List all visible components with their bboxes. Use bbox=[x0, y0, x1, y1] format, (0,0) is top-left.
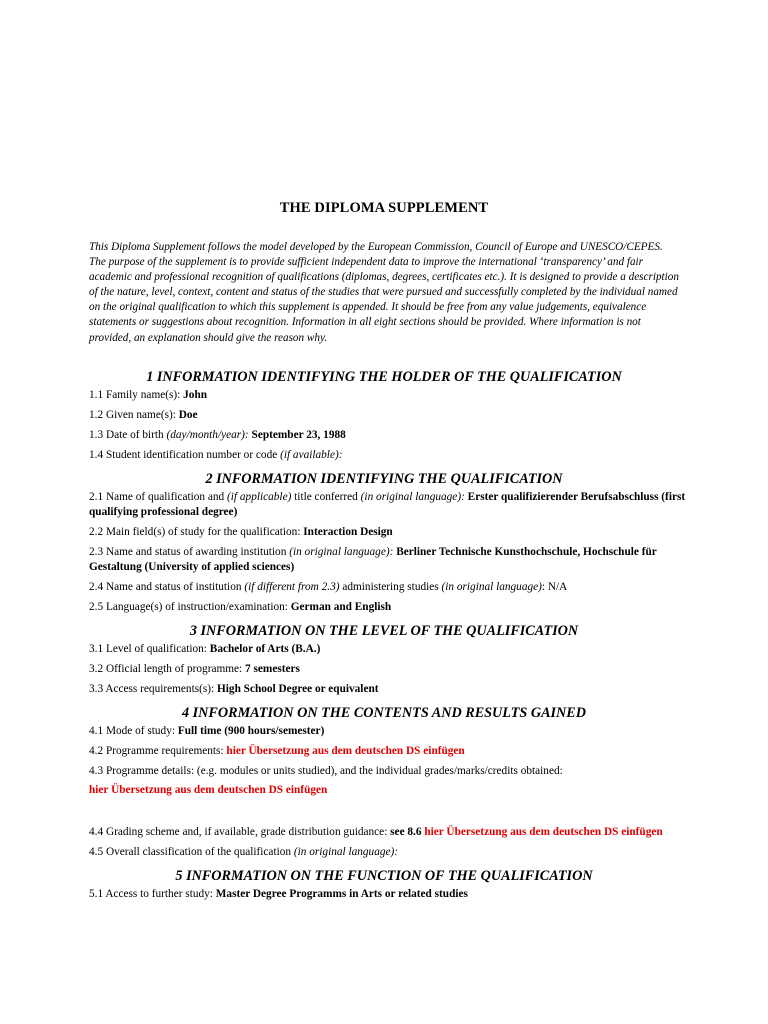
value: John bbox=[183, 389, 208, 401]
item-4-1 bbox=[89, 724, 689, 739]
item-4-5 bbox=[89, 845, 689, 860]
item-1-1 bbox=[89, 388, 689, 403]
label: 1.1 Family name(s): bbox=[89, 389, 184, 401]
value: 7 semesters bbox=[245, 663, 300, 675]
hint: (if available): bbox=[280, 449, 343, 461]
value: see 8.6 bbox=[390, 826, 425, 838]
label: 1.3 Date of birth bbox=[89, 429, 167, 441]
label: 2.4 Name and status of institution bbox=[89, 581, 245, 593]
label: 2.3 Name and status of awarding institution bbox=[89, 546, 290, 558]
hint: (day/month/year): bbox=[166, 429, 249, 441]
item-3-3 bbox=[89, 682, 689, 697]
item-3-1 bbox=[89, 642, 689, 657]
value: Doe bbox=[178, 409, 198, 421]
item-2-3 bbox=[89, 545, 689, 575]
label: title conferred bbox=[291, 491, 361, 503]
section-2-heading: 2 INFORMATION IDENTIFYING THE QUALIFICATION bbox=[205, 471, 563, 487]
label: 3.2 Official length of programme: bbox=[89, 663, 246, 675]
value: : N/A bbox=[541, 581, 568, 593]
section-4-heading: 4 INFORMATION ON THE CONTENTS AND RESULTS GAINED bbox=[181, 705, 587, 721]
item-2-2 bbox=[89, 525, 689, 540]
label: 2.5 Language(s) of instruction/examination: bbox=[89, 601, 291, 613]
hint: (in original language): bbox=[293, 846, 399, 858]
hint: (in original language): bbox=[289, 546, 394, 558]
item-1-4 bbox=[89, 448, 689, 463]
item-2-5 bbox=[89, 600, 689, 615]
item-4-4 bbox=[89, 825, 689, 840]
label: 4.4 Grading scheme and, if available, grade distribution guidance: bbox=[89, 826, 391, 838]
placeholder-value: hier Übersetzung aus dem deutschen DS einfügen bbox=[424, 826, 663, 838]
label: 1.4 Student identification number or code bbox=[89, 449, 281, 461]
document-title: THE DIPLOMA SUPPLEMENT bbox=[279, 200, 489, 216]
label: 3.3 Access requirements(s): bbox=[89, 683, 217, 695]
item-1-2 bbox=[89, 408, 689, 423]
value: High School Degree or equivalent bbox=[217, 683, 379, 695]
item-4-3-placeholder: hier Übersetzung aus dem deutschen DS einfügen bbox=[89, 784, 328, 796]
item-1-3 bbox=[89, 428, 689, 443]
item-2-1 bbox=[89, 490, 689, 520]
label: 4.3 Programme details: (e.g. modules or units studied), and the individual grades/marks/credits obtained: bbox=[89, 765, 563, 777]
hint: (if applicable) bbox=[227, 491, 292, 503]
item-4-2 bbox=[89, 744, 689, 759]
hint: (in original language): bbox=[360, 491, 465, 503]
label: 4.2 Programme requirements: bbox=[89, 745, 227, 757]
section-3-heading: 3 INFORMATION ON THE LEVEL OF THE QUALIFICATION bbox=[189, 623, 579, 639]
value: Berliner Technische Kunsthochschule, Hochschule für Gestaltung (University of applied sciences) bbox=[89, 546, 657, 573]
label: 2.2 Main field(s) of study for the qualification: bbox=[89, 526, 304, 538]
value: Erster qualifizierender Berufsabschluss (first qualifying professional degree) bbox=[89, 491, 686, 518]
label: 4.5 Overall classification of the qualification bbox=[89, 846, 294, 858]
label: 3.1 Level of qualification: bbox=[89, 643, 210, 655]
value: Master Degree Programms in Arts or related studies bbox=[215, 888, 468, 900]
placeholder-value: hier Übersetzung aus dem deutschen DS einfügen bbox=[226, 745, 465, 757]
intro-text: This Diploma Supplement follows the model developed by the European Commission, Council of Europe and UNESCO/CEPES. The purpose of the supplement is to provide sufficient independent data to improve the international ‘transparency’ and fair academic and professional recognition of qualifications (diplomas, degrees, certificates etc.). It is designed to provide a description of the nature, level, context, content and status of the studies that were pursued and successfully completed by the individual named on the original qualification to which this supplement is appended. It should be free from any value judgements, equivalence statements or suggestions about recognition. Information in all eight sections should be provided. Where information is not provided, an explanation should give the reason why. bbox=[89, 241, 679, 344]
intro-paragraph bbox=[89, 240, 679, 346]
item-4-3 bbox=[89, 764, 689, 779]
blank-space bbox=[89, 798, 689, 825]
value: September 23, 1988 bbox=[251, 429, 346, 441]
label: 5.1 Access to further study: bbox=[89, 888, 216, 900]
item-5-1 bbox=[89, 887, 689, 902]
section-1-heading: 1 INFORMATION IDENTIFYING THE HOLDER OF THE QUALIFICATION bbox=[146, 369, 622, 385]
hint: (in original language) bbox=[441, 581, 542, 593]
label: administering studies bbox=[339, 581, 442, 593]
value: Bachelor of Arts (B.A.) bbox=[209, 643, 321, 655]
document-body bbox=[89, 366, 689, 907]
item-2-4 bbox=[89, 580, 689, 595]
label: 4.1 Mode of study: bbox=[89, 725, 178, 737]
label: 1.2 Given name(s): bbox=[89, 409, 179, 421]
value: Interaction Design bbox=[303, 526, 393, 538]
hint: (if different from 2.3) bbox=[244, 581, 340, 593]
section-5-heading: 5 INFORMATION ON THE FUNCTION OF THE QUALIFICATION bbox=[175, 868, 593, 884]
item-3-2 bbox=[89, 662, 689, 677]
value: German and English bbox=[290, 601, 392, 613]
label: 2.1 Name of qualification and bbox=[89, 491, 228, 503]
value: Full time (900 hours/semester) bbox=[177, 725, 325, 737]
